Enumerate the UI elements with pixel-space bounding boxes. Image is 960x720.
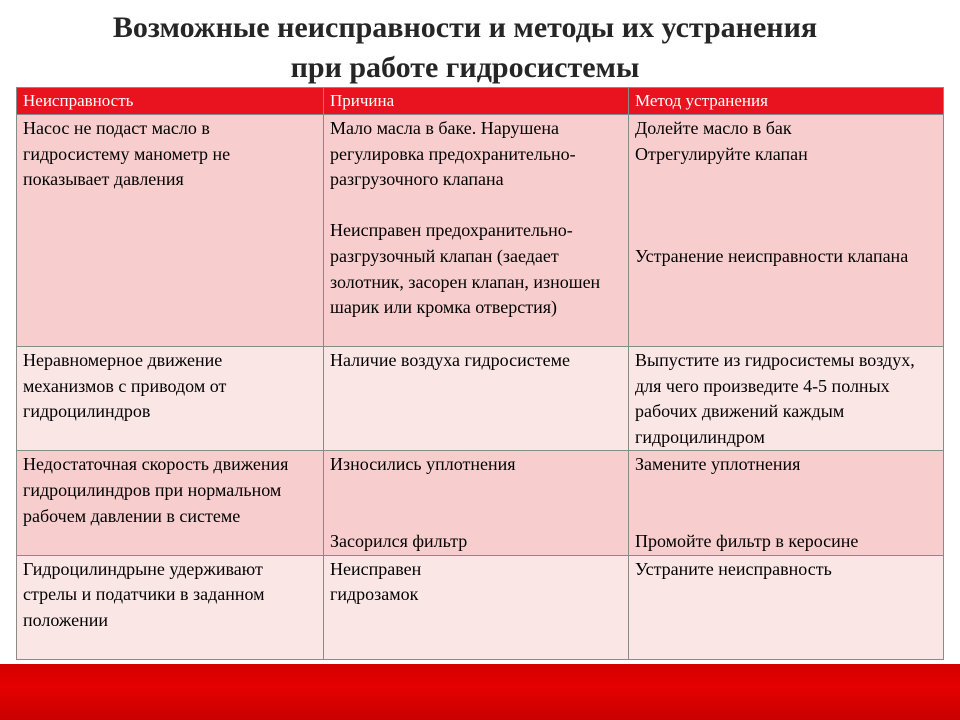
cell-fault: Гидроцилиндрыне удерживают стрелы и податчики в заданном положении xyxy=(17,555,324,659)
header-fault: Неисправность xyxy=(17,88,324,115)
slide-title xyxy=(0,8,930,88)
slide-title-line-2: при работе гидросистемы xyxy=(290,51,640,84)
cell-fix: Долейте масло в бак Отрегулируйте клапан Устранение неисправности клапана xyxy=(629,115,944,347)
cell-fault: Недостаточная скорость движения гидроцилиндров при нормальном рабочем давлении в системе xyxy=(17,451,324,555)
faults-table xyxy=(16,87,944,660)
table-header-row xyxy=(17,88,944,115)
header-fix: Метод устранения xyxy=(629,88,944,115)
cell-cause: Наличие воздуха гидросистеме xyxy=(324,347,629,451)
cell-fault: Неравномерное движение механизмов с приводом от гидроцилиндров xyxy=(17,347,324,451)
cell-fault: Насос не подаст масло в гидросистему манометр не показывает давления xyxy=(17,115,324,347)
table-row xyxy=(17,347,944,451)
table-row xyxy=(17,115,944,347)
slide-title-line-1: Возможные неисправности и методы их устранения xyxy=(112,11,818,44)
cell-cause: Износились уплотнения Засорился фильтр xyxy=(324,451,629,555)
footer-decorative-bar xyxy=(0,664,960,720)
table-row xyxy=(17,555,944,659)
header-cause: Причина xyxy=(324,88,629,115)
cell-fix: Выпустите из гидросистемы воздух, для чего произведите 4-5 полных рабочих движений каждым гидроцилиндром xyxy=(629,347,944,451)
cell-fix: Замените уплотнения Промойте фильтр в керосине xyxy=(629,451,944,555)
cell-cause: Неисправен гидрозамок xyxy=(324,555,629,659)
cell-cause: Мало масла в баке. Нарушена регулировка предохранительно-разгрузочного клапана Неисправен предохранительно-разгрузочный клапан (заедает золотник, засорен клапан, изношен шарик или кромка отверстия) xyxy=(324,115,629,347)
cell-fix: Устраните неисправность xyxy=(629,555,944,659)
table-row xyxy=(17,451,944,555)
